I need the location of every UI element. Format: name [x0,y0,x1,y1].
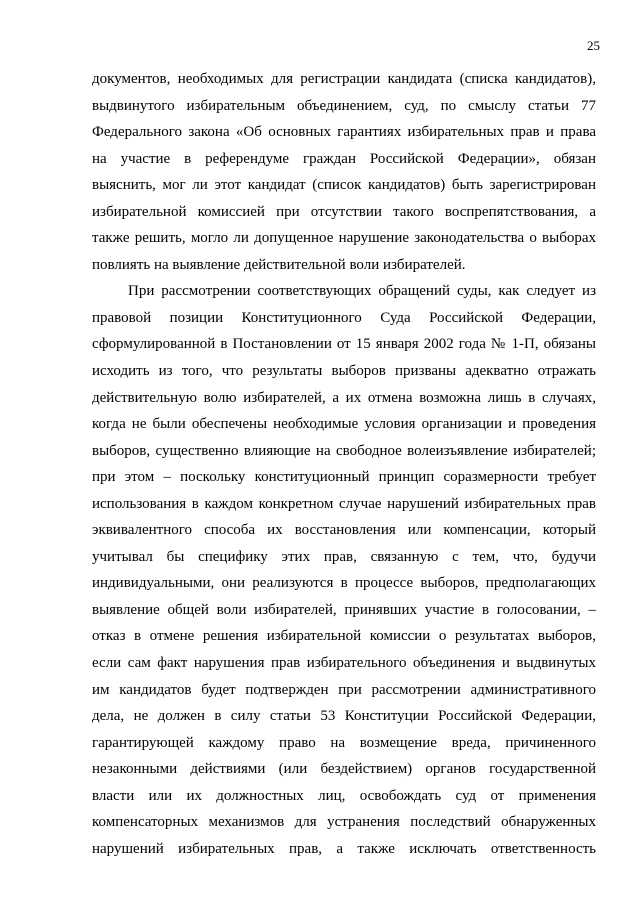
text-line: отказ в отмене решения избирательной комиссии о результатах выборов, [92,628,596,645]
text-line: компенсаторных механизмов для устранения последствий обнаруженных [92,814,596,831]
text-line: дела, не должен в силу статьи 53 Конституции Российской Федерации, [92,708,596,725]
text-line: эквивалентного способа их восстановления или компенсации, который [92,522,596,539]
text-line: повлиять на выявление действительной воли избирателей. [92,256,466,273]
text-line: выдвинутого избирательным объединением, суд, по смыслу статьи 77 [92,97,596,114]
text-line: учитывал бы специфику этих прав, связанную с тем, что, будучи [92,548,596,565]
text-line: исходить из того, что результаты выборов призваны адекватно отражать [92,363,596,380]
text-line: если сам факт нарушения прав избирательного объединения и выдвинутых [92,655,596,672]
page-number: 25 [587,38,600,53]
text-line: гарантирующей каждому право на возмещение вреда, причиненного [92,734,596,751]
text-line: власти или их должностных лиц, освобождать суд от применения [92,787,596,804]
text-line: нарушений избирательных прав, а также исключать ответственность [92,840,596,857]
text-line: сформулированной в Постановлении от 15 января 2002 года № 1-П, обязаны [92,336,596,353]
text-line: выборов, существенно влияющие на свободное волеизъявление избирателей; [92,442,596,459]
text-line: на участие в референдуме граждан Российской Федерации», обязан [92,150,596,167]
text-line: избирательной комиссией при отсутствии такого воспрепятствования, а [92,203,596,220]
text-line: использования в каждом конкретном случае нарушений избирательных прав [92,495,596,512]
text-line: также решить, могло ли допущенное нарушение законодательства о выборах [92,230,596,247]
text-line: при этом – поскольку конституционный принцип соразмерности требует [92,469,596,486]
text-line: им кандидатов будет подтвержден при рассмотрении административного [92,681,596,698]
text-line: индивидуальными, они реализуются в процессе выборов, предполагающих [92,575,596,592]
document-body [92,66,596,862]
text-line: При рассмотрении соответствующих обращений суды, как следует из [128,283,596,300]
text-line: документов, необходимых для регистрации кандидата (списка кандидатов), [92,71,596,87]
text-line: незаконными действиями (или бездействием) органов государственной [92,761,596,778]
text-line: выяснить, мог ли этот кандидат (список кандидатов) быть зарегистрирован [92,177,596,194]
text-line: Федерального закона «Об основных гарантиях избирательных прав и права [92,124,596,141]
text-line: выявление общей воли избирателей, принявших участие в голосовании, – [92,601,596,618]
text-line: когда не были обеспечены необходимые условия организации и проведения [92,416,596,433]
text-line: правовой позиции Конституционного Суда Российской Федерации, [92,309,596,326]
text-line: действительную волю избирателей, а их отмена возможна лишь в случаях, [92,389,596,406]
